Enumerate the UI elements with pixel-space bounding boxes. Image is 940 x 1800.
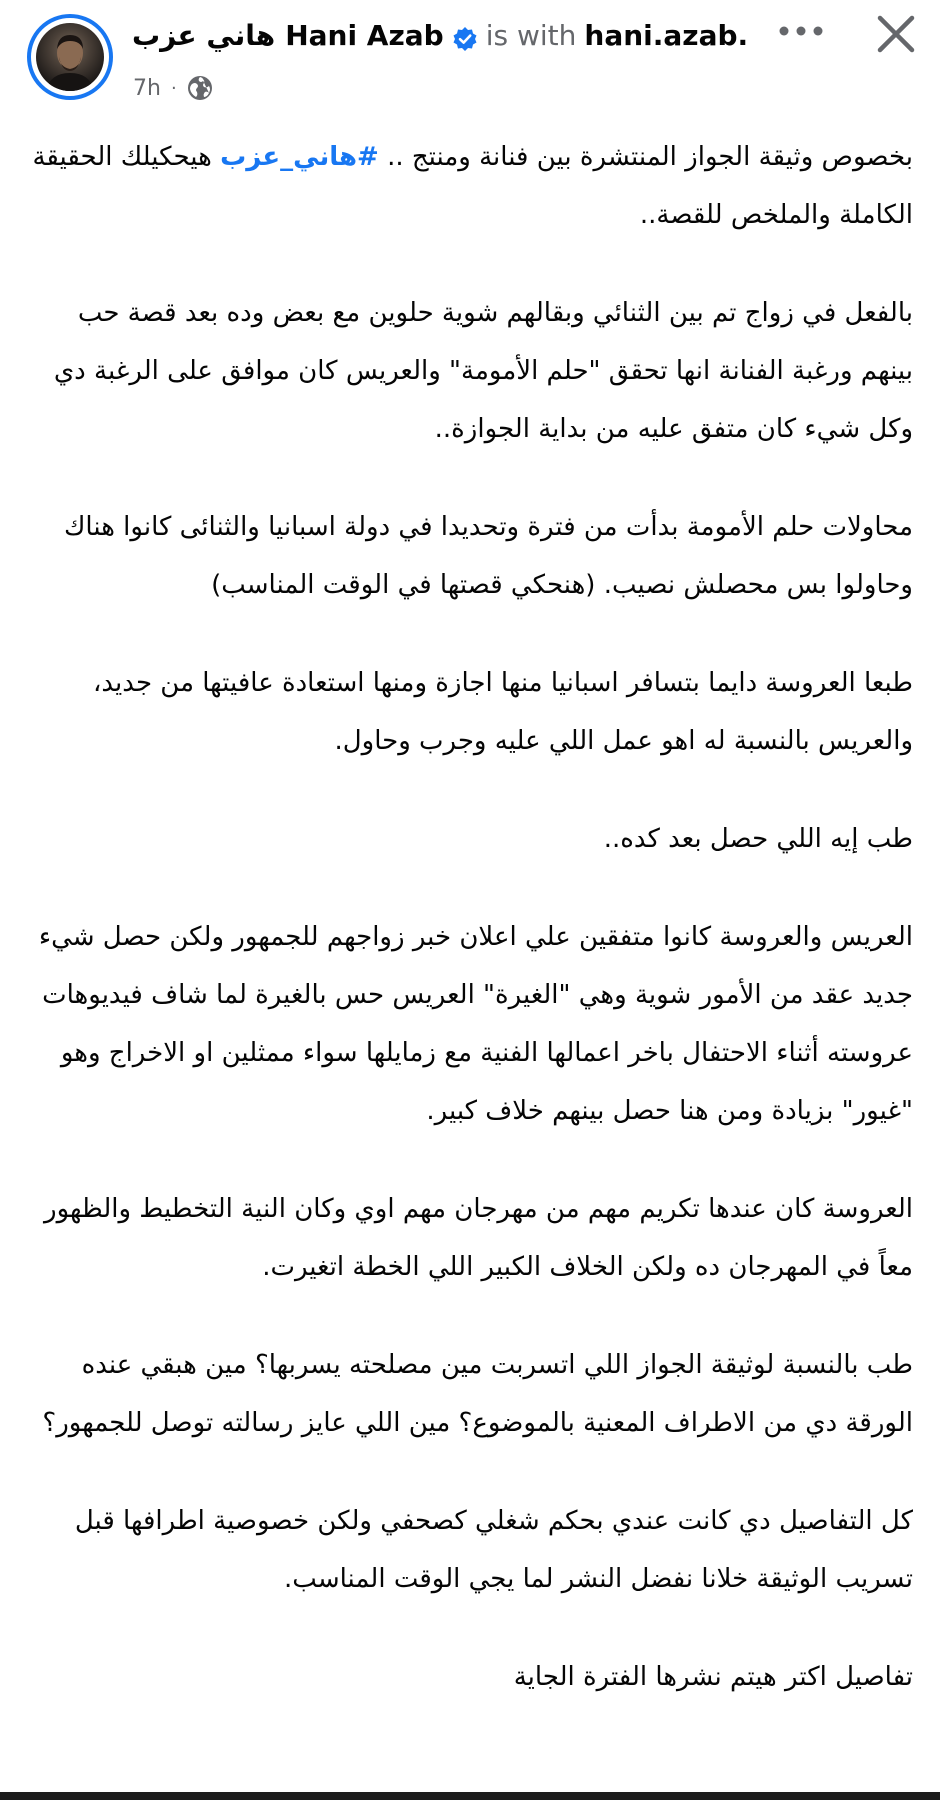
paragraph-intro [28,128,913,244]
post-title [132,16,748,56]
author-name-arabic[interactable]: هاني عزب [132,19,276,52]
intro-text: بخصوص وثيقة الجواز المنتشرة بين فنانة ومنتج .. [378,142,913,172]
paragraph-8: طب بالنسبة لوثيقة الجواز اللي اتسربت مين مصلحته يسربها؟ مين هبقي عنده الورقة دي من الاطراف المعنية بالموضوع؟ مين اللي عايز رسالته توصل للجمهور؟ [42,1350,913,1438]
globe-icon[interactable] [187,75,213,101]
paragraph-5: طب إيه اللي حصل بعد كده.. [603,824,913,854]
profile-photo [36,23,104,91]
avatar[interactable] [27,14,113,100]
author-name[interactable]: Hani Azab [285,19,444,52]
with-label: is with [485,19,577,52]
paragraph-6: العريس والعروسة كانوا متفقين علي اعلان خبر زواجهم للجمهور ولكن حصل شيء جديد عقد من الأمور شوية وهي "الغيرة" العريس حس بالغيرة لما شاف فيديوهات عروسته أثناء الاحتفال باخر اعمالها الفنية مع زمايلها سواء ممثلين او الاخراج وهو "غيور" بزيادة ومن هنا حصل بينهم خلاف كبير. [38,922,913,1126]
verified-badge-icon [452,23,478,49]
paragraph-4: طبعا العروسة دايما بتسافر اسبانيا منها اجازة ومنها استعادة عافيتها من جديد، والعريس بالنسبة له اهو عمل اللي عليه وجرب وحاول. [93,668,913,756]
post-body [28,128,913,1746]
bottom-bar [0,1792,940,1800]
intro-text-end: هيحكيلك الحقيقة الكاملة والملخص للقصة.. [32,142,913,230]
close-icon[interactable] [874,12,918,56]
hashtag-link[interactable]: #هاني_عزب [220,142,379,172]
post-meta [133,72,213,104]
meta-separator: · [170,77,177,99]
tagged-user[interactable]: hani.azab. [584,19,749,52]
paragraph-3: محاولات حلم الأمومة بدأت من فترة وتحديدا في دولة اسبانيا والثنائى كانوا هناك وحاولوا بس محصلش نصيب. (هنحكي قصتها في الوقت المناسب) [64,512,913,600]
paragraph-10: تفاصيل اكتر هيتم نشرها الفترة الجاية [513,1662,913,1692]
post-timestamp[interactable]: 7h [133,75,161,101]
more-options-icon[interactable] [774,16,828,46]
post-header [0,0,940,120]
paragraph-2: بالفعل في زواج تم بين الثنائي وبقالهم شوية حلوين مع بعض وده بعد قصة حب بينهم ورغبة الفنانة انها تحقق "حلم الأمومة" والعريس كان موافق على الرغبة دي وكل شيء كان متفق عليه من بداية الجوازة.. [53,298,913,444]
paragraph-7: العروسة كان عندها تكريم مهم من مهرجان مهم اوي وكان النية التخطيط والظهور معاً في المهرجان ده ولكن الخلاف الكبير اللي الخطة اتغيرت. [44,1194,913,1282]
paragraph-9: كل التفاصيل دي كانت عندي بحكم شغلي كصحفي ولكن خصوصية اطرافها قبل تسريب الوثيقة خلانا نفضل النشر لما يجي الوقت المناسب. [74,1506,913,1594]
